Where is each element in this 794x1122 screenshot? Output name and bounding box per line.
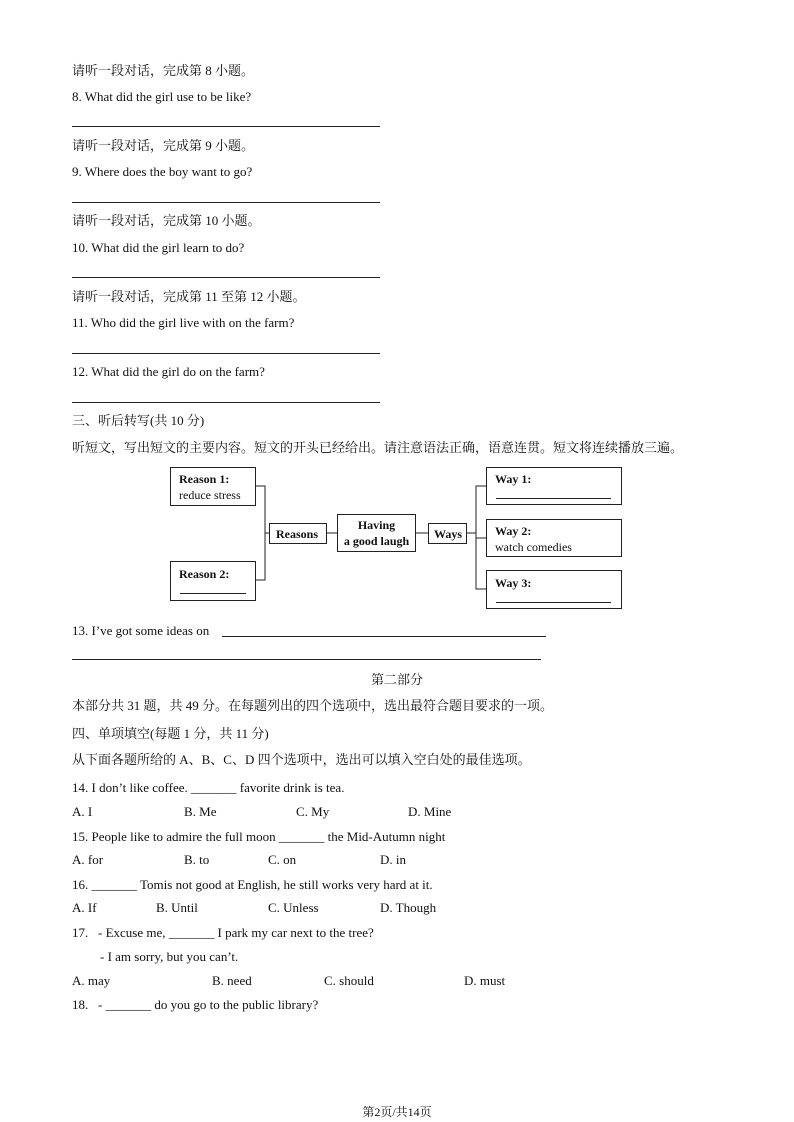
section4-title: 四、单项填空(每题 1 分，共 11 分) [72,726,269,741]
intro-q9: 请听一段对话，完成第 9 小题。 [72,138,255,153]
reasons-label-box [269,523,327,544]
q17-option-b[interactable]: B. need [212,973,252,988]
question-12: 12. What did the girl do on the farm? [72,364,265,379]
section3-instruction: 听短文，写出短文的主要内容。短文的开头已经给出。请注意语法正确，语意连贯。短文将连续播放三遍。 [72,440,684,455]
reason-1-box [170,467,256,506]
question-15: 15. People like to admire the full moon _______ the Mid-Autumn night [72,829,446,844]
q15-option-c[interactable]: C. on [268,852,297,867]
answer-line-10[interactable] [72,277,380,278]
q14-option-b[interactable]: B. Me [184,804,217,819]
question-18: 18. - _______ do you go to the public library? [72,997,319,1012]
q16-option-d[interactable]: D. Though [380,900,437,915]
way-3-box [486,570,622,609]
question-8: 8. What did the girl use to be like? [72,89,252,104]
way-1-box [486,467,622,505]
intro-q10: 请听一段对话，完成第 10 小题。 [72,213,261,228]
reason-1-text: reduce stress [179,488,241,502]
center-box [337,514,416,552]
reasons-label: Reasons [276,527,319,541]
question-10: 10. What did the girl learn to do? [72,240,245,255]
part2-heading: 第二部分 [370,672,423,687]
reason-2-box [170,561,256,601]
way-3-blank[interactable] [496,602,611,603]
question-14: 14. I don’t like coffee. _______ favorite drink is tea. [72,780,345,795]
ways-label: Ways [434,527,463,541]
q16-option-c[interactable]: C. Unless [268,900,319,915]
answer-line-9[interactable] [72,202,380,203]
q17-option-d[interactable]: D. must [464,973,506,988]
ways-label-box [428,523,467,544]
way-1-blank[interactable] [496,498,611,499]
intro-q8: 请听一段对话，完成第 8 小题。 [72,63,255,78]
center-line-2: a good laugh [343,534,410,548]
reason-2-blank[interactable] [180,593,246,594]
question-16: 16. _______ Tomis not good at English, he still works very hard at it. [72,877,433,892]
section3-title: 三、听后转写(共 10 分) [72,413,205,428]
question-17: 17. - Excuse me, _______ I park my car next to the tree? [72,925,374,940]
q14-option-d[interactable]: D. Mine [408,804,452,819]
way-3-title: Way 3: [495,576,532,590]
way-2-title: Way 2: [495,524,532,538]
way-2-box [486,519,622,557]
q14-option-c[interactable]: C. My [296,804,330,819]
q15-option-d[interactable]: D. in [380,852,406,867]
question-9: 9. Where does the boy want to go? [72,164,253,179]
way-1-title: Way 1: [495,472,532,486]
answer-line-12[interactable] [72,402,380,403]
intro-q11: 请听一段对话，完成第 11 至第 12 小题。 [72,289,306,304]
question-11: 11. Who did the girl live with on the farm? [72,315,295,330]
answer-line-13b[interactable] [72,659,541,660]
reason-1-title: Reason 1: [179,472,230,486]
q14-option-a[interactable]: A. I [72,804,93,819]
page-footer: 第2页/共14页 [362,1105,432,1119]
question-17-response: - I am sorry, but you can’t. [100,949,239,964]
part2-intro: 本部分共 31 题，共 49 分。在每题列出的四个选项中，选出最符合题目要求的一项。 [72,698,554,713]
answer-line-8[interactable] [72,126,380,127]
q15-option-a[interactable]: A. for [72,852,104,867]
q16-option-a[interactable]: A. If [72,900,97,915]
center-line-1: Having [357,518,396,532]
q16-option-b[interactable]: B. Until [156,900,198,915]
q15-option-b[interactable]: B. to [184,852,210,867]
reason-2-title: Reason 2: [179,567,230,581]
q17-option-c[interactable]: C. should [324,973,374,988]
section4-instruction: 从下面各题所给的 A、B、C、D 四个选项中，选出可以填入空白处的最佳选项。 [72,752,531,767]
answer-line-11[interactable] [72,353,380,354]
answer-line-13a[interactable] [222,636,546,637]
q17-option-a[interactable]: A. may [72,973,111,988]
question-13: 13. I’ve got some ideas on [72,623,210,638]
way-2-text: watch comedies [495,540,572,554]
